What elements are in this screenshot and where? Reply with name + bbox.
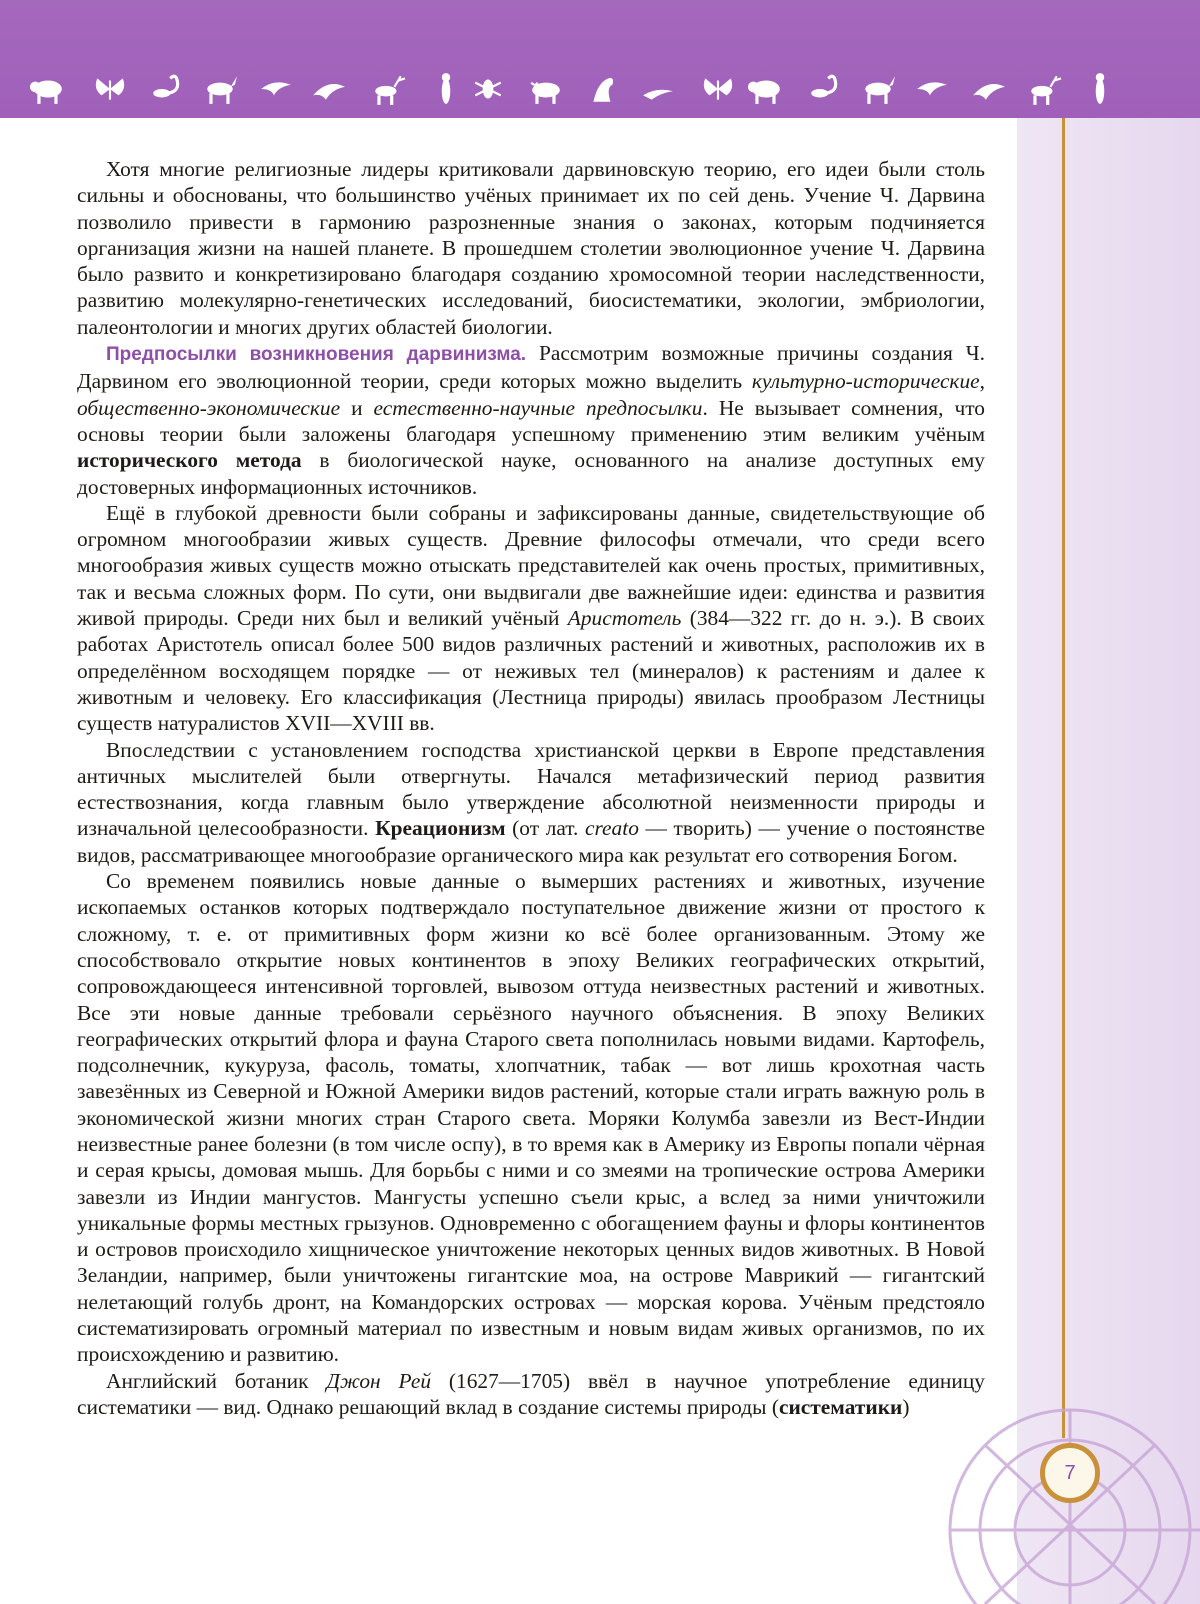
text-segment: (1627—1705) ввёл в научное употребление единицу систематики — вид. Однако решающий вклад в создание системы природы ( — [77, 1368, 985, 1419]
text-segment: (от лат. — [505, 816, 586, 841]
text-segment: ) — [902, 1394, 910, 1419]
animal-decor-row — [30, 72, 1140, 112]
meerkat-icon — [428, 72, 464, 106]
deer-icon — [1026, 72, 1062, 106]
term: исторического метода — [77, 448, 302, 473]
butterfly-icon — [700, 72, 736, 106]
paragraph — [77, 340, 985, 500]
text-segment: — творить) — учение о постоянстве видов, рассматривающее многообразие органического мира как результат его сотворения Богом. — [77, 816, 985, 867]
horse-icon — [202, 72, 238, 106]
text-segment: общественно-экономические — [77, 395, 341, 420]
text-segment: и — [340, 395, 374, 420]
insect-icon — [470, 72, 506, 106]
term: систематики — [778, 1394, 903, 1419]
text-segment: Аристотель — [567, 606, 682, 631]
lizard-icon — [640, 72, 676, 106]
text-segment: Джон Рей — [326, 1368, 432, 1393]
bird-icon — [914, 72, 950, 106]
text-segment: creato — [585, 816, 639, 841]
horse-icon — [860, 72, 896, 106]
text-segment: Впоследствии с установлением господства христианской церкви в Европе представления античных мыслителей были отвергнуты. Начался метафизический период развития естествознания, когда главным было утверждение абсолютной неизменности природы и изначальной целесообразности. — [77, 737, 985, 841]
dolphin-icon — [970, 72, 1006, 106]
scorpion-icon — [148, 72, 184, 106]
bison-icon — [748, 72, 784, 106]
text-segment: , — [979, 369, 985, 394]
text-segment: Рассмотрим возможные причины создания Ч. Дарвином его эволюционной теории, среди которых можно выделить — [77, 341, 986, 394]
side-line — [1062, 118, 1065, 1438]
bull-icon — [528, 72, 564, 106]
paragraph — [77, 868, 985, 1368]
term: Креационизм — [375, 816, 506, 841]
dolphin-icon — [310, 72, 346, 106]
paragraph — [77, 156, 985, 340]
text-segment: . Не вызывает сомнения, что основы теории были заложены благодаря успешному применению этим великим учёным — [77, 395, 985, 446]
paragraph — [77, 737, 985, 868]
text-segment: в биологической науке, основанного на анализе доступных ему достоверных информационных источников. — [77, 448, 985, 499]
section-lead: Предпосылки возникновения дарвинизма. — [106, 344, 527, 366]
page-number: 7 — [1040, 1443, 1100, 1503]
deer-icon — [370, 72, 406, 106]
bird-icon — [258, 72, 294, 106]
kangaroo-icon — [586, 72, 622, 106]
bison-icon — [30, 72, 66, 106]
meerkat-icon — [1082, 72, 1118, 106]
scorpion-icon — [806, 72, 842, 106]
body-text — [77, 156, 985, 1420]
text-segment: Ещё в глубокой древности были собраны и зафиксированы данные, свидетельствующие об огромном многообразии живых существ. Древние философы отмечали, что среди всего многообразия живых существ можно отыскать представителей как очень простых, примитивных, так и весьма сложных форм. По сути, они выдвигали две важнейшие идеи: единства и развития живой природы. Среди них был и великий учёный — [77, 500, 985, 631]
paragraph — [77, 1368, 985, 1421]
butterfly-icon — [92, 72, 128, 106]
text-segment: Со временем появились новые данные о вымерших растениях и животных, изучение ископаемых останков которых подтверждало поступательное движение жизни от простого к сложному, т. е. от примитивных форм жизни ко всё более организованным. Этому же способствовало открытие новых континентов в эпоху Великих географических открытий, сопровождающееся интенсивной торговлей, вывозом оттуда неизвестных растений и животных. Все эти новые данные требовали серьёзного научного объяснения. В эпоху Великих географических открытий флора и фауна Старого света пополнилась новыми видами. Картофель, подсолнечник, кукуруза, фасоль, томаты, хлопчатник, табак — вот лишь крохотная часть завезённых из Северной и Южной Америки видов растений, которые стали играть важную роль в экономической жизни многих стран Старого света. Моряки Колумба завезли из Вест-Индии неизвестные ранее болезни (в том числе оспу), в то время как в Америку из Европы попали чёрная и серая крысы, домовая мышь. Для борьбы с ними и со змеями на тропические острова Америки завезли из Индии мангустов. Мангусты успешно съели крыс, а вслед за ними уничтожили уникальные формы местных грызунов. Одновременно с обогащением фауны и флоры континентов и островов происходило хищническое уничтожение некоторых ценных видов животных. В Новой Зеландии, например, были уничтожены гигантские моа, на острове Маврикий — гигантский нелетающий голубь дронт, на Командорских островах — морская корова. Учёным предстояло систематизировать огромный материал по известным и новым видам живых организмов, по их происхождению и развитию. — [77, 869, 985, 1367]
text-segment: естественно-научные предпосылки — [373, 395, 703, 420]
text-segment: культурно-исторические — [751, 369, 980, 394]
text-segment: Хотя многие религиозные лидеры критиковали дарвиновскую теорию, его идеи были столь сильны и обоснованы, что большинство учёных принимает их по сей день. Учение Ч. Дарвина позволило привести в гармонию разрозненные знания о законах, которым подчиняется организация жизни на нашей планете. В прошедшем столетии эволюционное учение Ч. Дарвина было развито и конкретизировано благодаря созданию хромосомной теории наследственности, развитию молекулярно-генетических исследований, биосистематики, экологии, эмбриологии, палеонтологии и многих других областей биологии. — [77, 157, 985, 339]
text-segment: Английский ботаник — [106, 1368, 327, 1393]
text-segment: (384—322 гг. до н. э.). В своих работах Аристотель описал более 500 видов различных растений и животных, расположив их в определённом восходящем порядке — от неживых тел (минералов) к растениям и далее к животным и человеку. Его классификация (Лестница природы) явилась прообразом Лестницы существ натуралистов XVII—XVIII вв. — [77, 606, 986, 736]
paragraph — [77, 500, 985, 737]
